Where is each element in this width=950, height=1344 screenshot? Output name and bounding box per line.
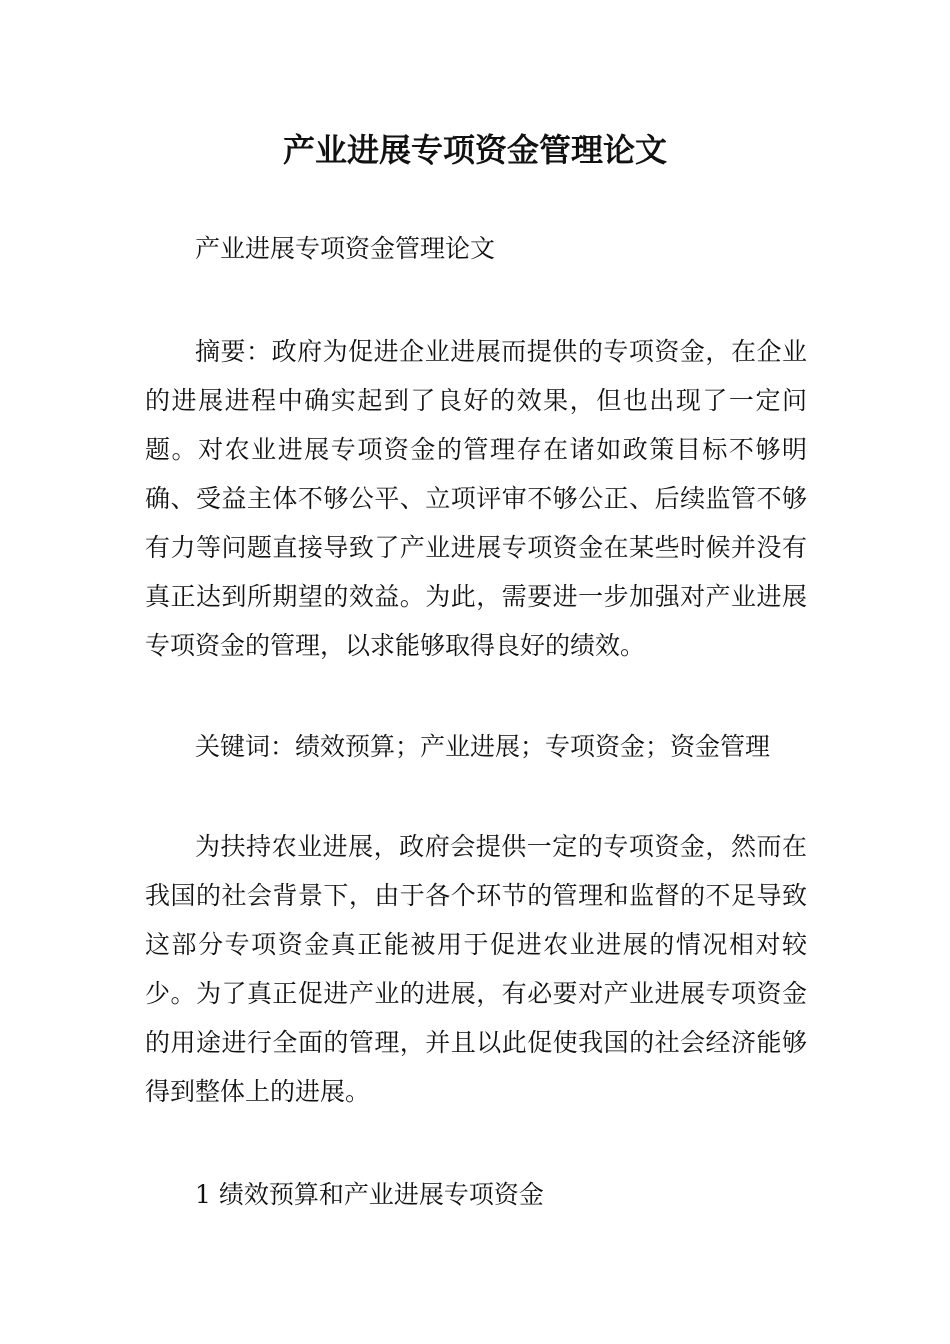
abstract-paragraph: 摘要：政府为促进企业进展而提供的专项资金，在企业的进展进程中确实起到了良好的效果，但也出现了一定问题。对农业进展专项资金的管理存在诸如政策目标不够明确、受益主体不够公平、立项评审不够公正、后续监管不够有力等问题直接导致了产业进展专项资金在某些时候并没有真正达到所期望的效益。为此，需要进一步加强对产业进展专项资金的管理，以求能够取得良好的绩效。	[145, 337, 807, 660]
intro-paragraph: 为扶持农业进展，政府会提供一定的专项资金，然而在我国的社会背景下，由于各个环节的管理和监督的不足导致这部分专项资金真正能被用于促进农业进展的情况相对较少。为了真正促进产业的进展，有必要对产业进展专项资金的用途进行全面的管理，并且以此促使我国的社会经济能够得到整体上的进展。	[145, 832, 807, 1106]
document-title: 产业进展专项资金管理论文	[282, 131, 667, 169]
keywords-paragraph: 关键词：绩效预算；产业进展；专项资金；资金管理	[195, 732, 771, 761]
section-heading: 1 绩效预算和产业进展专项资金	[195, 1180, 544, 1209]
document-subtitle: 产业进展专项资金管理论文	[195, 234, 496, 263]
